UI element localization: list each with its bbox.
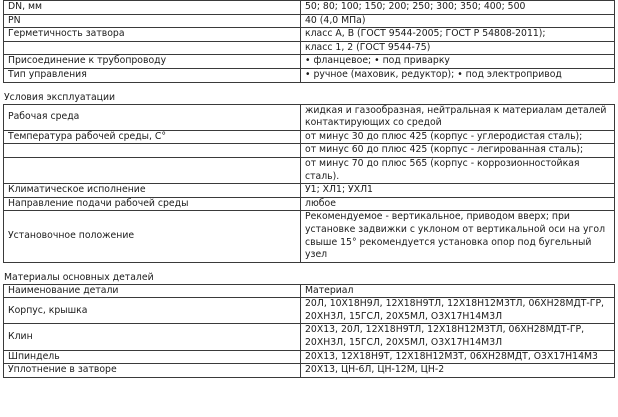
condition-label: Температура рабочей среды, С° [4,130,301,144]
condition-label: Рабочая среда [4,104,301,130]
spec-label: Присоединение к трубопроводу [4,55,301,69]
condition-label: Климатическое исполнение [4,184,301,198]
spec-label [4,41,301,55]
condition-label [4,157,301,183]
condition-label: Установочное положение [4,211,301,262]
table-header-row [4,284,615,298]
condition-value: от минус 60 до плюс 425 (корпус - легированная сталь); [301,144,615,158]
spec-value: • фланцевое; • под приварку [301,55,615,69]
spec-value: 40 (4,0 МПа) [301,14,615,28]
condition-value: от минус 70 до плюс 565 (корпус - коррозионностойкая сталь). [301,157,615,183]
materials-title: Материалы основных деталей [4,271,154,283]
condition-value: жидкая и газообразная, нейтральная к материалам деталей контактирующих со средой [301,104,615,130]
condition-label: Направление подачи рабочей среды [4,197,301,211]
table-row [4,211,615,262]
material-value: 20Л, 10Х18Н9Л, 12Х18Н9ТЛ, 12Х18Н12М3ТЛ, 06ХН28МДТ-ГР, 20ХН3Л, 15ГСЛ, 20Х5МЛ, О3Х17Н14М3Л [301,298,615,324]
materials-table [3,284,615,378]
table-row [4,144,615,158]
condition-value: любое [301,197,615,211]
condition-label [4,144,301,158]
material-value: 20Х13, ЦН-6Л, ЦН-12М, ЦН-2 [301,364,615,378]
table-row [4,324,615,350]
spec-value: класс 1, 2 (ГОСТ 9544-75) [301,41,615,55]
material-part: Уплотнение в затворе [4,364,301,378]
condition-value: У1; ХЛ1; УХЛ1 [301,184,615,198]
spec-value: 50; 80; 100; 150; 200; 250; 300; 350; 400; 500 [301,1,615,15]
table-row [4,364,615,378]
table-row [4,130,615,144]
material-part: Клин [4,324,301,350]
conditions-title: Условия эксплуатации [4,91,116,103]
material-part: Корпус, крышка [4,298,301,324]
material-value: 20Х13, 12Х18Н9Т, 12Х18Н12М3Т, 06ХН28МДТ, О3Х17Н14М3 [301,350,615,364]
table-row [4,41,615,55]
spec-value: класс А, В (ГОСТ 9544-2005; ГОСТ Р 54808-2011); [301,28,615,42]
table-row [4,184,615,198]
table-row [4,104,615,130]
spec-label: PN [4,14,301,28]
table-row [4,68,615,82]
specs-table [3,0,615,83]
condition-value: Рекомендуемое - вертикальное, приводом вверх; при установке задвижки с уклоном от вертикальной оси на угол свыше 15° рекомендуется установка опор под бугельный узел [301,211,615,262]
material-value: 20Х13, 20Л, 12Х18Н9ТЛ, 12Х18Н12М3ТЛ, 06ХН28МДТ-ГР, 20ХН3Л, 15ГСЛ, 20Х5МЛ, О3Х17Н14М3Л [301,324,615,350]
table-row [4,298,615,324]
table-row [4,197,615,211]
spec-value: • ручное (маховик, редуктор); • под электропривод [301,68,615,82]
materials-header-part: Наименование детали [4,284,301,298]
table-row [4,14,615,28]
table-row [4,28,615,42]
condition-value: от минус 30 до плюс 425 (корпус - углеродистая сталь); [301,130,615,144]
conditions-table [3,104,615,263]
materials-header-material: Материал [301,284,615,298]
table-row [4,157,615,183]
material-part: Шпиндель [4,350,301,364]
table-row [4,55,615,69]
table-row [4,1,615,15]
spec-label: Герметичность затвора [4,28,301,42]
table-row [4,350,615,364]
spec-label: Тип управления [4,68,301,82]
spec-label: DN, мм [4,1,301,15]
